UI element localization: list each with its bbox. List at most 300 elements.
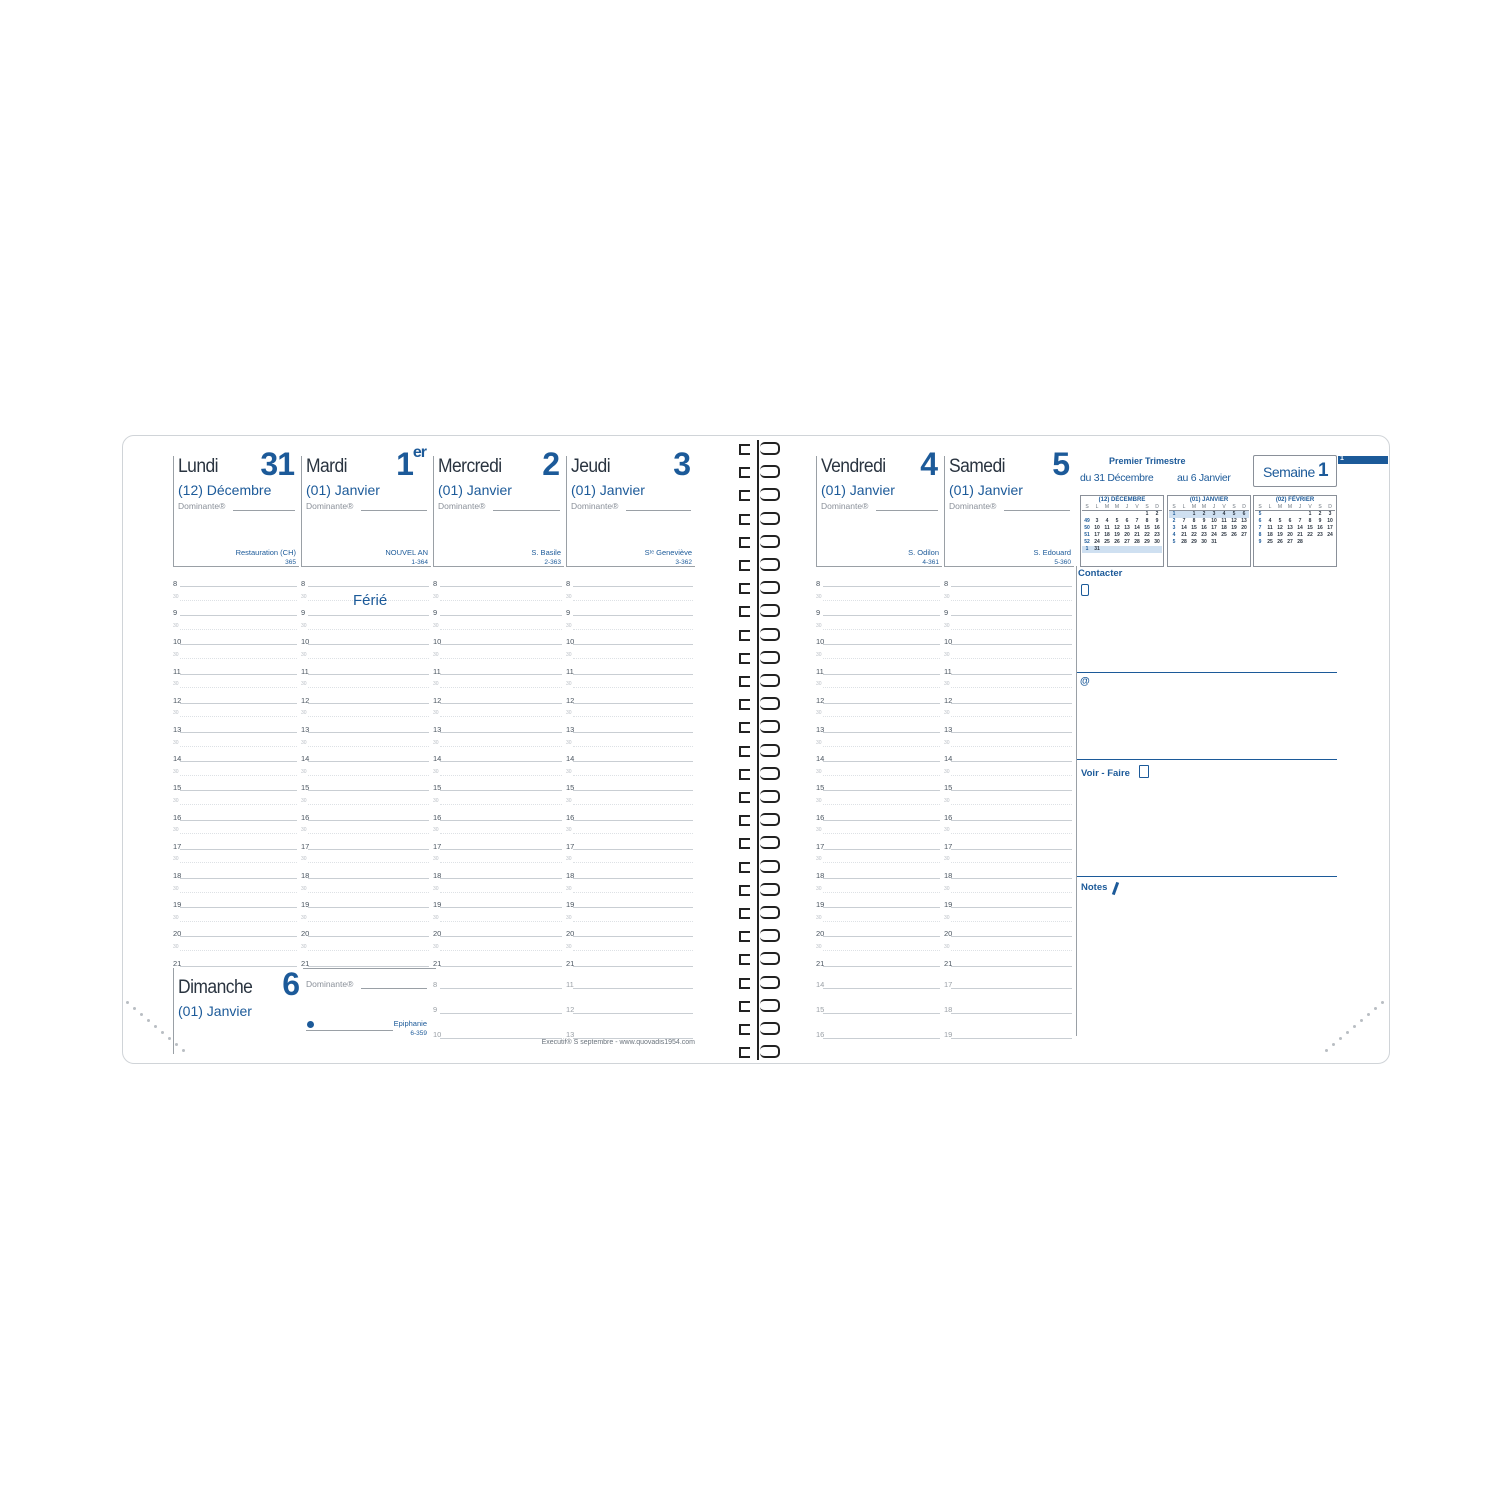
half-hour-line xyxy=(951,833,1072,834)
mini-day: 12 xyxy=(1277,525,1283,531)
mini-day: 12 xyxy=(1114,525,1120,531)
mini-weekday: M xyxy=(1191,504,1197,510)
mini-day: 13 xyxy=(1287,525,1293,531)
half-hour-mark: 30 xyxy=(816,681,822,688)
hour-line xyxy=(573,820,693,821)
mini-calendar-row xyxy=(1082,546,1162,553)
hour-label: 21 xyxy=(566,958,575,968)
perforation-dot xyxy=(175,1043,178,1046)
hour-line xyxy=(573,936,693,937)
day-of-year: 5-360 xyxy=(1054,559,1071,566)
half-hour-line xyxy=(308,746,429,747)
hour-line xyxy=(951,703,1072,704)
half-hour-line xyxy=(180,862,297,863)
hour-label: 15 xyxy=(566,783,575,793)
mini-day: 28 xyxy=(1134,539,1140,545)
sidebar-left-rule xyxy=(1076,566,1077,1036)
mini-weekday: S xyxy=(1232,504,1236,510)
spiral-hook xyxy=(739,954,750,965)
sunday-dominante: Dominante® xyxy=(306,979,354,989)
half-hour-line xyxy=(573,687,693,688)
mini-calendar-title: (02) FÉVRIER xyxy=(1275,497,1315,503)
sunday-dominante-line xyxy=(361,988,427,989)
hour-label: 17 xyxy=(173,841,182,851)
half-hour-mark: 30 xyxy=(566,739,572,746)
hour-label: 11 xyxy=(173,666,181,676)
spiral-coil xyxy=(760,720,780,733)
sunday-top-line xyxy=(303,968,436,969)
half-hour-mark: 30 xyxy=(173,798,179,804)
mini-weekday: M xyxy=(1114,504,1120,510)
hour-label: 14 xyxy=(433,754,442,764)
hour-line xyxy=(951,586,1072,587)
mini-day: 4 xyxy=(1222,511,1226,517)
half-hour-mark: 30 xyxy=(301,885,307,892)
half-hour-line xyxy=(308,950,429,951)
half-hour-line xyxy=(440,921,562,922)
phone-icon xyxy=(1081,584,1089,596)
hour-label: 10 xyxy=(173,637,182,647)
half-hour-mark: 30 xyxy=(816,944,822,950)
hour-line xyxy=(823,907,940,908)
half-hour-line xyxy=(951,687,1072,688)
hour-line xyxy=(440,586,562,587)
half-hour-mark: 30 xyxy=(566,944,572,950)
mini-day xyxy=(1132,511,1142,518)
hour-line xyxy=(308,615,429,616)
spiral-coil xyxy=(760,651,780,664)
hour-label: 18 xyxy=(944,871,953,880)
half-hour-mark: 30 xyxy=(944,593,950,600)
hour-label: 14 xyxy=(301,754,310,764)
hour-line xyxy=(308,907,429,908)
half-hour-line xyxy=(440,746,562,747)
bottom-hour-label: 10 xyxy=(433,1030,442,1039)
spiral-hook xyxy=(739,908,750,919)
half-hour-line xyxy=(573,716,693,717)
bottom-hour-label: 15 xyxy=(816,1005,825,1014)
mini-weekday: D xyxy=(1328,504,1332,510)
mini-calendar-row xyxy=(1082,539,1162,546)
mini-day: 15 xyxy=(1191,525,1197,531)
mini-day: 14 xyxy=(1181,525,1187,531)
day-saint: S. Odilon xyxy=(908,548,939,557)
hour-line xyxy=(823,820,940,821)
hour-line xyxy=(180,849,297,850)
footer-credit: Executif® S septembre - www.quovadis1954.com xyxy=(541,1039,695,1046)
mini-day xyxy=(1152,546,1162,553)
hour-line xyxy=(951,878,1072,879)
hour-label: 16 xyxy=(433,812,442,822)
week-box xyxy=(1253,455,1337,487)
spiral-hook xyxy=(739,792,750,803)
half-hour-mark: 30 xyxy=(301,798,307,804)
hour-label: 20 xyxy=(816,929,825,939)
mini-day: 1 xyxy=(1172,511,1176,517)
mini-day: 1 xyxy=(1145,511,1149,517)
day-number xyxy=(230,446,294,483)
hour-line xyxy=(951,936,1072,937)
mini-day: 8 xyxy=(1192,518,1196,524)
day-name: Mercredi xyxy=(438,456,502,477)
half-hour-line xyxy=(573,833,693,834)
mini-calendar-weekdays xyxy=(1255,504,1335,511)
day-name: Mardi xyxy=(306,456,347,477)
hour-line xyxy=(951,820,1072,821)
hour-line xyxy=(823,674,940,675)
mini-day: 21 xyxy=(1134,532,1140,538)
half-hour-line xyxy=(180,746,297,747)
half-hour-line xyxy=(180,658,297,659)
half-hour-line xyxy=(823,921,940,922)
half-hour-line xyxy=(823,629,940,630)
mini-day xyxy=(1132,546,1142,553)
half-hour-mark: 30 xyxy=(566,681,572,688)
half-hour-mark: 30 xyxy=(173,827,179,834)
perforation-dot xyxy=(133,1007,136,1010)
hour-label: 15 xyxy=(433,783,442,793)
hour-label: 18 xyxy=(566,871,575,880)
hour-line xyxy=(308,820,429,821)
spiral-hook xyxy=(739,676,750,687)
mini-day xyxy=(1295,511,1305,518)
hour-label: 12 xyxy=(944,695,953,705)
hour-label: 15 xyxy=(944,783,953,793)
mini-calendar-row xyxy=(1169,511,1249,518)
hour-line xyxy=(440,732,562,733)
half-hour-line xyxy=(440,892,562,893)
hour-line xyxy=(573,644,693,645)
hour-line xyxy=(308,966,429,967)
bullet-icon xyxy=(307,1021,314,1028)
mini-day: 3 xyxy=(1172,525,1176,531)
mini-day: 1 xyxy=(1192,511,1196,517)
hour-line xyxy=(823,790,940,791)
half-hour-line xyxy=(823,687,940,688)
half-hour-mark: 30 xyxy=(433,681,439,688)
half-hour-line xyxy=(180,775,297,776)
spiral-hook xyxy=(739,606,750,617)
mini-day: 21 xyxy=(1181,532,1187,538)
day-saint: S. Edouard xyxy=(1033,548,1071,557)
day-dominante: Dominante® xyxy=(178,501,226,511)
mini-day: 17 xyxy=(1327,525,1333,531)
mini-day: 3 xyxy=(1212,511,1216,517)
day-name: Lundi xyxy=(178,456,219,477)
mini-calendar-row xyxy=(1255,539,1335,546)
half-hour-line xyxy=(951,892,1072,893)
day-saint: Restauration (CH) xyxy=(235,548,296,557)
mini-weekday: M xyxy=(1104,504,1110,510)
day-number-value: 2 xyxy=(542,446,559,482)
perforation-dot xyxy=(1367,1013,1370,1016)
mini-day xyxy=(1122,546,1132,553)
hour-line xyxy=(951,907,1072,908)
voir-faire-separator xyxy=(1077,876,1337,877)
mini-day xyxy=(1229,539,1239,546)
mini-day: 6 xyxy=(1288,518,1292,524)
mini-day: 28 xyxy=(1297,539,1303,545)
bottom-hour-label: 18 xyxy=(944,1005,953,1014)
mini-day: 5 xyxy=(1115,518,1119,524)
mini-day xyxy=(1102,546,1112,553)
hour-line xyxy=(573,878,693,879)
half-hour-mark: 30 xyxy=(816,914,822,921)
perforation-dot xyxy=(168,1037,171,1040)
spiral-hook xyxy=(739,490,750,501)
spiral-hook xyxy=(739,978,750,989)
perforation-dot xyxy=(126,1001,129,1004)
half-hour-mark: 30 xyxy=(173,914,179,921)
hour-label: 12 xyxy=(301,695,310,705)
mini-day: 49 xyxy=(1084,518,1090,524)
hour-label: 11 xyxy=(301,666,309,676)
hour-line xyxy=(573,674,693,675)
hour-label: 16 xyxy=(173,812,182,822)
spiral-coil xyxy=(760,535,780,548)
hour-line xyxy=(951,790,1072,791)
mini-weekday: V xyxy=(1222,504,1226,510)
day-name: Samedi xyxy=(949,456,1005,477)
mini-day: 9 xyxy=(1155,518,1159,524)
mini-day: 5 xyxy=(1258,511,1262,517)
day-dominante: Dominante® xyxy=(571,501,619,511)
ferie-label: Férié xyxy=(353,592,388,609)
mini-day: 15 xyxy=(1144,525,1150,531)
mini-day: 4 xyxy=(1172,532,1176,538)
hour-label: 18 xyxy=(301,871,310,880)
dominante-line xyxy=(876,510,938,511)
mini-day xyxy=(1112,546,1122,553)
day-month: (12) Décembre xyxy=(178,482,272,498)
half-hour-line xyxy=(180,629,297,630)
hour-line xyxy=(440,820,562,821)
hour-label: 10 xyxy=(433,637,442,647)
spiral-hook xyxy=(739,769,750,780)
hour-line xyxy=(951,849,1072,850)
spiral-coil xyxy=(760,697,780,710)
spiral-coil xyxy=(760,674,780,687)
mini-day: 23 xyxy=(1201,532,1207,538)
half-hour-mark: 30 xyxy=(301,944,307,950)
hour-line xyxy=(823,644,940,645)
half-hour-line xyxy=(440,629,562,630)
spiral-hook xyxy=(739,583,750,594)
mini-day: 8 xyxy=(1145,518,1149,524)
half-hour-mark: 30 xyxy=(301,739,307,746)
half-hour-mark: 30 xyxy=(301,914,307,921)
mini-day: 14 xyxy=(1297,525,1303,531)
mini-day: 24 xyxy=(1211,532,1217,538)
hour-label: 11 xyxy=(944,666,952,676)
contacter-separator xyxy=(1077,672,1337,673)
hour-line xyxy=(180,586,297,587)
spiral-spine xyxy=(757,440,759,1060)
mini-weekday: S xyxy=(1172,504,1176,510)
mini-day: 27 xyxy=(1124,539,1130,545)
spiral-coil xyxy=(760,465,780,478)
half-hour-line xyxy=(308,687,429,688)
half-hour-mark: 30 xyxy=(944,798,950,804)
mini-day: 4 xyxy=(1105,518,1109,524)
hour-label: 17 xyxy=(301,841,310,851)
half-hour-mark: 30 xyxy=(173,622,179,629)
half-hour-line xyxy=(573,950,693,951)
half-hour-line xyxy=(180,892,297,893)
mini-day: 18 xyxy=(1267,532,1273,538)
mini-day: 31 xyxy=(1211,539,1217,545)
mini-day: 6 xyxy=(1258,518,1262,524)
half-hour-mark: 30 xyxy=(433,768,439,775)
half-hour-mark: 30 xyxy=(301,652,307,658)
mini-day: 50 xyxy=(1084,525,1090,531)
hour-label: 17 xyxy=(433,841,442,851)
hour-line xyxy=(440,703,562,704)
email-separator xyxy=(1077,759,1337,760)
day-of-year: 1-364 xyxy=(411,559,428,566)
half-hour-line xyxy=(440,775,562,776)
hour-line xyxy=(823,732,940,733)
day-dominante: Dominante® xyxy=(438,501,486,511)
bottom-hour-line xyxy=(823,988,940,989)
mini-day: 17 xyxy=(1211,525,1217,531)
mini-day: 25 xyxy=(1267,539,1273,545)
hour-label: 15 xyxy=(301,783,310,793)
page-icon xyxy=(1139,765,1149,778)
day-saint: S. Basile xyxy=(531,548,561,557)
half-hour-mark: 30 xyxy=(816,593,822,600)
day-number xyxy=(873,446,937,483)
hour-label: 9 xyxy=(566,608,571,618)
half-hour-line xyxy=(440,716,562,717)
hour-line xyxy=(573,703,693,704)
hour-label: 11 xyxy=(816,666,824,676)
mini-day: 24 xyxy=(1094,539,1100,545)
hour-line xyxy=(573,907,693,908)
half-hour-line xyxy=(440,804,562,805)
mini-day xyxy=(1102,511,1112,518)
perforation-dot xyxy=(1346,1031,1349,1034)
hour-line xyxy=(440,644,562,645)
mini-day: 22 xyxy=(1191,532,1197,538)
half-hour-line xyxy=(440,862,562,863)
hour-line xyxy=(440,615,562,616)
mini-day: 13 xyxy=(1241,518,1247,524)
hour-line xyxy=(573,790,693,791)
mini-day: 10 xyxy=(1211,518,1217,524)
half-hour-mark: 30 xyxy=(301,622,307,629)
mini-day: 26 xyxy=(1114,539,1120,545)
mini-weekday: D xyxy=(1155,504,1159,510)
dominante-line xyxy=(626,510,691,511)
day-month: (01) Janvier xyxy=(571,482,645,498)
spiral-hook xyxy=(739,653,750,664)
mini-day: 11 xyxy=(1267,525,1273,531)
half-hour-line xyxy=(823,716,940,717)
hour-line xyxy=(440,849,562,850)
mini-calendar-row xyxy=(1255,532,1335,539)
mini-day: 18 xyxy=(1221,525,1227,531)
hour-line xyxy=(180,936,297,937)
hour-label: 8 xyxy=(433,579,438,588)
hour-label: 11 xyxy=(566,666,574,676)
half-hour-mark: 30 xyxy=(816,856,822,863)
bottom-hour-label: 19 xyxy=(944,1030,953,1039)
spiral-coil xyxy=(760,744,780,757)
hour-label: 20 xyxy=(301,929,310,939)
hour-label: 8 xyxy=(301,579,306,588)
half-hour-line xyxy=(440,950,562,951)
day-dominante: Dominante® xyxy=(306,501,354,511)
spiral-coil xyxy=(760,976,780,989)
hour-label: 13 xyxy=(301,725,310,734)
hour-line xyxy=(823,936,940,937)
bottom-hour-line xyxy=(573,1013,693,1014)
hour-label: 20 xyxy=(433,929,442,939)
hour-label: 17 xyxy=(944,841,953,851)
hour-label: 14 xyxy=(173,754,182,764)
hour-label: 9 xyxy=(301,608,306,618)
half-hour-mark: 30 xyxy=(944,827,950,834)
hour-line xyxy=(573,966,693,967)
spiral-coil xyxy=(760,906,780,919)
hour-line xyxy=(440,936,562,937)
hour-label: 21 xyxy=(301,958,310,968)
mini-day xyxy=(1315,539,1325,546)
spiral-coil xyxy=(760,860,780,873)
mini-day: 3 xyxy=(1328,511,1332,517)
hour-label: 21 xyxy=(173,958,182,968)
spiral-coil xyxy=(760,581,780,594)
day-number-suffix: er xyxy=(412,444,426,461)
mini-calendar-row xyxy=(1082,511,1162,518)
mini-calendar-row xyxy=(1082,518,1162,525)
hour-label: 14 xyxy=(816,754,825,764)
half-hour-line xyxy=(308,804,429,805)
bottom-hour-label: 9 xyxy=(433,1005,438,1014)
half-hour-mark: 30 xyxy=(173,593,179,600)
half-hour-line xyxy=(308,775,429,776)
mini-calendar-weekdays xyxy=(1082,504,1162,511)
perforation-dot xyxy=(1353,1025,1356,1028)
hour-line xyxy=(951,732,1072,733)
mini-day: 25 xyxy=(1104,539,1110,545)
mini-weekday: J xyxy=(1125,504,1129,510)
hour-label: 13 xyxy=(173,725,182,734)
contacter-label: Contacter xyxy=(1078,568,1123,579)
day-month: (01) Janvier xyxy=(821,482,895,498)
hour-line xyxy=(180,761,297,762)
hour-line xyxy=(180,644,297,645)
mini-day: 52 xyxy=(1084,539,1090,545)
hour-label: 20 xyxy=(173,929,182,939)
mini-day xyxy=(1219,539,1229,546)
perforation-dot xyxy=(140,1013,143,1016)
hour-label: 19 xyxy=(173,900,182,910)
hour-line xyxy=(308,878,429,879)
hour-line xyxy=(308,849,429,850)
hour-line xyxy=(573,586,693,587)
mini-weekday: M xyxy=(1287,504,1293,510)
hour-line xyxy=(180,907,297,908)
mini-day: 7 xyxy=(1258,525,1262,531)
half-hour-mark: 30 xyxy=(944,739,950,746)
mini-day: 19 xyxy=(1114,532,1120,538)
hour-label: 20 xyxy=(566,929,575,939)
half-hour-mark: 30 xyxy=(433,710,439,717)
hour-label: 17 xyxy=(816,841,825,851)
half-hour-line xyxy=(440,600,562,601)
